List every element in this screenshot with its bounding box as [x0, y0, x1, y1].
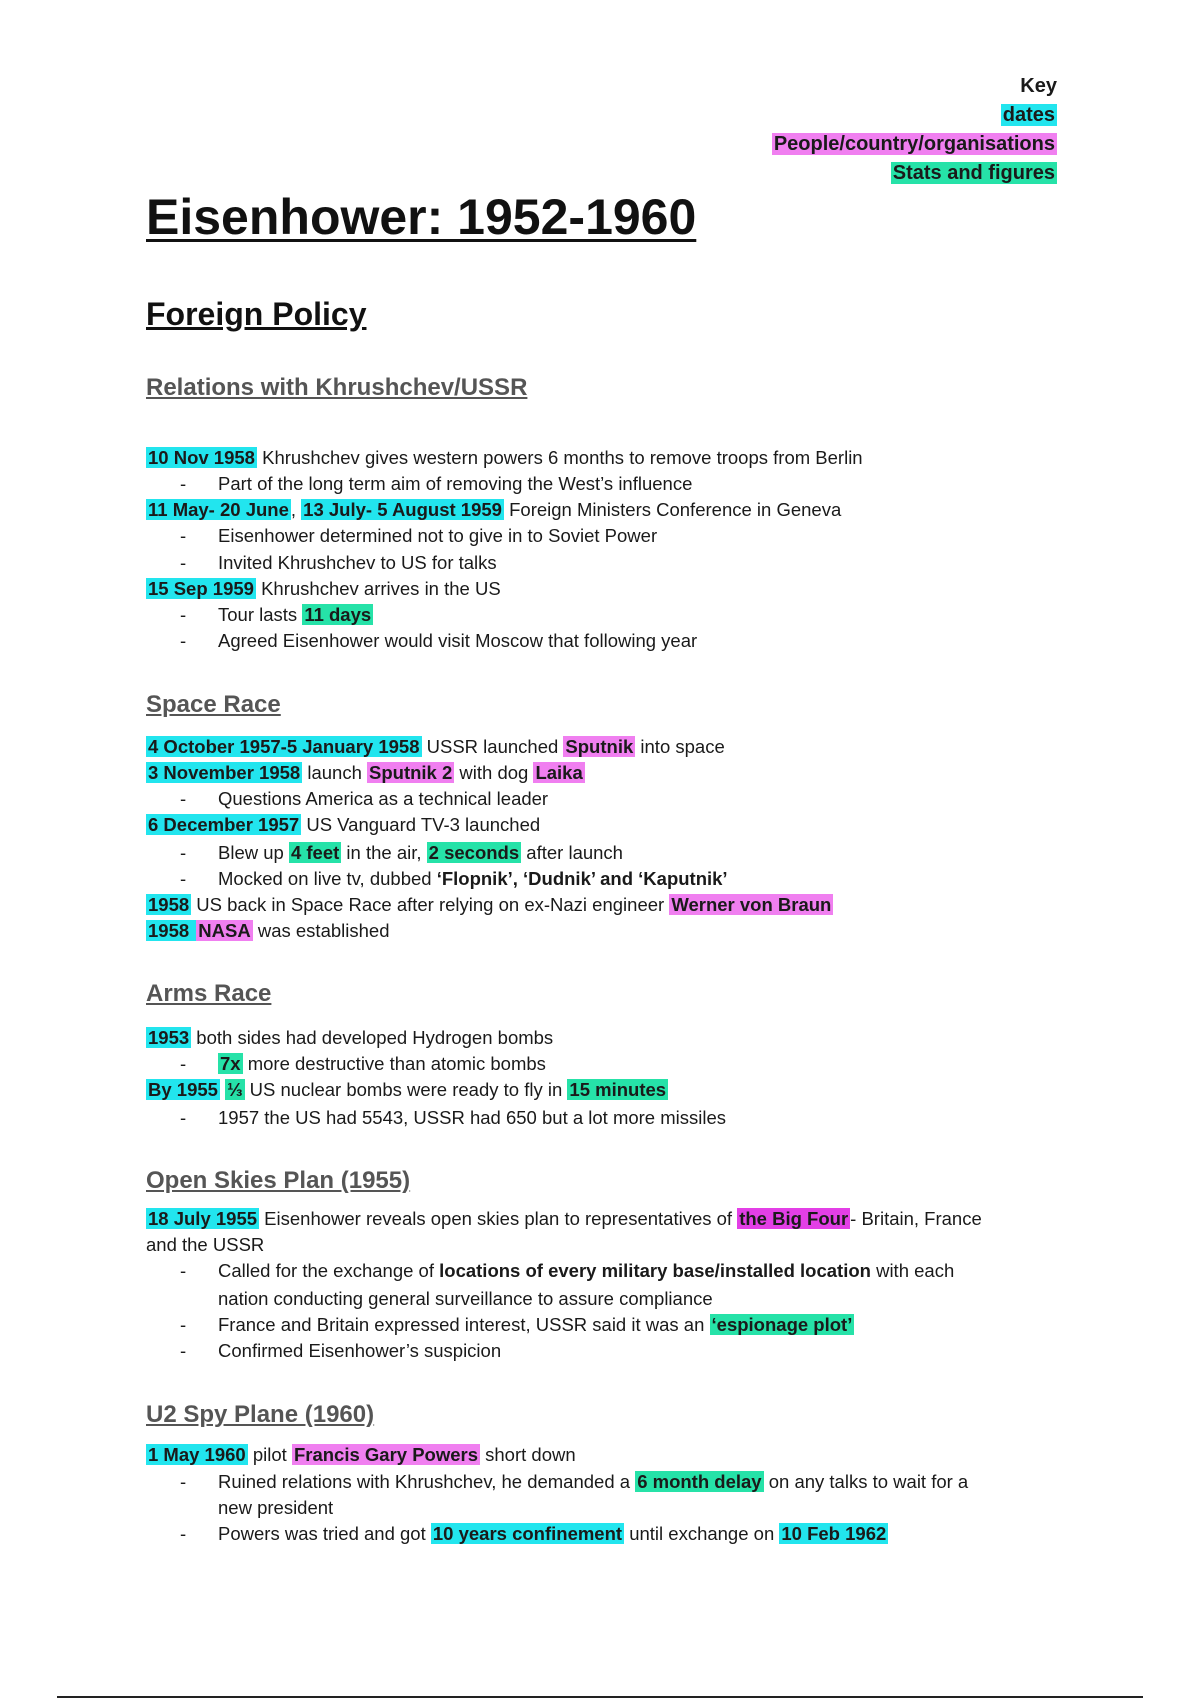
bullet-item: - Confirmed Eisenhower’s suspicion	[180, 1340, 502, 1361]
key-people: People/country/organisations	[773, 133, 1055, 155]
heading-space-race: Space Race	[146, 691, 281, 718]
key-title: Key	[1020, 75, 1057, 97]
bullet-item: - 7x more destructive than atomic bombs	[180, 1053, 546, 1074]
key-legend	[772, 72, 1057, 188]
bullet-continuation: nation conducting general surveillance to assure compliance	[218, 1288, 713, 1309]
bullet-item: - Powers was tried and got 10 years confinement until exchange on 10 Feb 1962	[180, 1523, 887, 1544]
bullet-item: - Part of the long term aim of removing the West’s influence	[180, 473, 693, 494]
bullet-item: - Ruined relations with Khrushchev, he demanded a 6 month delay on any talks to wait for a	[180, 1471, 969, 1492]
text-line: 3 November 1958 launch Sputnik 2 with dog Laika	[148, 762, 583, 783]
text-line: By 1955 ⅓ US nuclear bombs were ready to fly in 15 minutes	[148, 1079, 667, 1100]
text-line: 18 July 1955 Eisenhower reveals open skies plan to representatives of the Big Four - Britain, France	[148, 1208, 982, 1229]
text-line: 1953 both sides had developed Hydrogen bombs	[148, 1027, 554, 1048]
text-line: 6 December 1957 US Vanguard TV-3 launched	[148, 814, 541, 835]
bullet-item: - France and Britain expressed interest, USSR said it was an ‘espionage plot’	[180, 1314, 853, 1335]
bullet-item: - Questions America as a technical leader	[180, 788, 549, 809]
text-line: 1 May 1960 pilot Francis Gary Powers short down	[148, 1444, 576, 1465]
bullet-item: - Eisenhower determined not to give in to Soviet Power	[180, 525, 658, 546]
text-line: 4 October 1957-5 January 1958 USSR launched Sputnik into space	[148, 736, 725, 757]
heading-arms-race: Arms Race	[146, 980, 272, 1007]
bullet-item: - 1957 the US had 5543, USSR had 650 but a lot more missiles	[180, 1107, 727, 1128]
bullet-item: - Mocked on live tv, dubbed ‘Flopnik’, ‘Dudnik’ and ‘Kaputnik’	[180, 868, 728, 889]
text-line: 1958 NASA was established	[148, 920, 390, 941]
key-stats: Stats and figures	[892, 162, 1055, 184]
bullet-item: - Tour lasts 11 days	[180, 604, 372, 625]
heading-u2: U2 Spy Plane (1960)	[146, 1401, 375, 1428]
text-line: 15 Sep 1959 Khrushchev arrives in the US	[148, 578, 501, 599]
bullet-item: - Agreed Eisenhower would visit Moscow that following year	[180, 630, 698, 651]
bullet-continuation: new president	[218, 1497, 334, 1518]
text-line: 1958 US back in Space Race after relying on ex-Nazi engineer Werner von Braun	[148, 894, 832, 915]
section-title: Foreign Policy	[146, 296, 367, 332]
page-title: Eisenhower: 1952-1960	[146, 189, 697, 245]
text-line: 10 Nov 1958 Khrushchev gives western powers 6 months to remove troops from Berlin	[148, 447, 863, 468]
bullet-item: - Blew up 4 feet in the air, 2 seconds after launch	[180, 842, 623, 863]
key-dates: dates	[1002, 104, 1055, 126]
page-bottom-rule	[57, 1696, 1143, 1698]
text-line: 11 May- 20 June , 13 July- 5 August 1959 Foreign Ministers Conference in Geneva	[148, 499, 842, 520]
heading-relations: Relations with Khrushchev/USSR	[146, 374, 528, 401]
heading-open-skies: Open Skies Plan (1955)	[146, 1167, 411, 1194]
bullet-item: - Called for the exchange of locations of every military base/installed location with each	[180, 1260, 955, 1281]
bullet-item: - Invited Khrushchev to US for talks	[180, 552, 497, 573]
text-line: and the USSR	[146, 1234, 265, 1255]
